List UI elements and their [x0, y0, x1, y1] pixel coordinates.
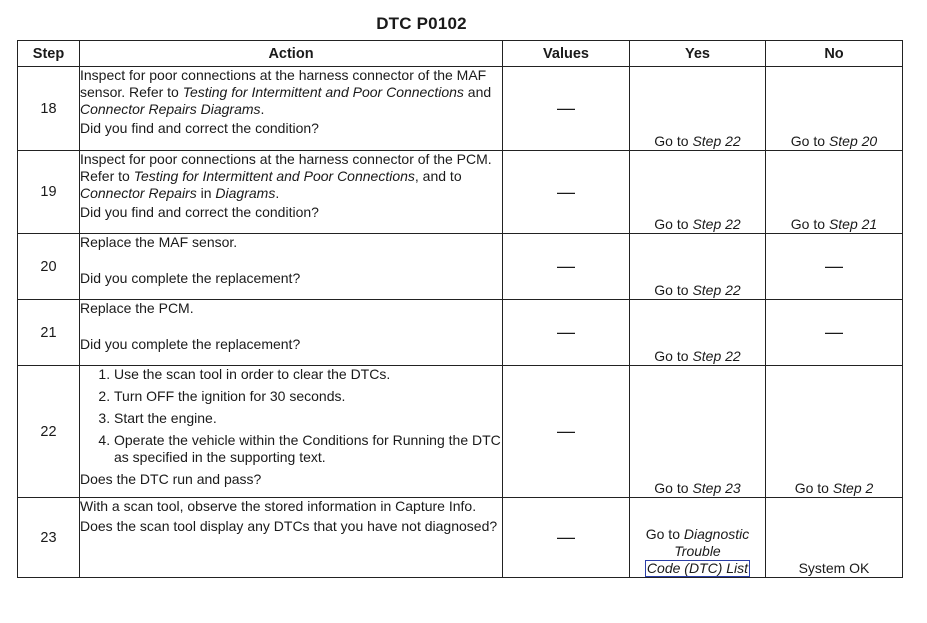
- step-number: 18: [18, 67, 80, 151]
- action-instruction: Inspect for poor connections at the harness connector of the MAF sensor. Refer to Testing for Intermittent and Poor Connections and Connector Repairs Diagrams.: [80, 67, 492, 117]
- values-cell: —: [503, 234, 630, 300]
- step-number: 21: [18, 300, 80, 366]
- action-cell: [80, 234, 503, 300]
- action-question: Did you complete the replacement?: [80, 270, 301, 286]
- step-number: 19: [18, 151, 80, 234]
- action-instruction: Replace the PCM.: [80, 300, 194, 316]
- yes-cell: Go to Diagnostic Trouble Code (DTC) List: [630, 498, 766, 578]
- diagnostic-table: [17, 40, 903, 578]
- page-title: DTC P0102: [376, 14, 467, 33]
- action-question: Does the scan tool display any DTCs that you have not diagnosed?: [80, 518, 498, 534]
- link-testing-intermittent[interactable]: Testing for Intermittent and Poor Connections: [182, 84, 464, 100]
- goto-step-link[interactable]: Step 22: [692, 133, 741, 149]
- link-connector-repairs[interactable]: Connector Repairs: [80, 185, 197, 201]
- instruction-list: [80, 366, 502, 466]
- goto-step-link[interactable]: Step 20: [828, 133, 878, 149]
- dtc-list-link-part1[interactable]: Diagnostic Trouble: [674, 526, 750, 559]
- no-cell: —: [766, 300, 903, 366]
- table-row: [18, 366, 903, 498]
- link-testing-intermittent[interactable]: Testing for Intermittent and Poor Connections: [133, 168, 415, 184]
- goto-step-link[interactable]: Step 23: [692, 480, 741, 496]
- dtc-list-link[interactable]: Code (DTC) List: [646, 560, 749, 576]
- link-diagrams[interactable]: Diagrams: [215, 185, 276, 201]
- link-connector-repairs[interactable]: Connector Repairs Diagrams: [80, 101, 261, 117]
- step-number: 23: [18, 498, 80, 578]
- action-cell: [80, 67, 503, 151]
- table-row: [18, 300, 903, 366]
- table-row: [18, 67, 903, 151]
- step-number: 20: [18, 234, 80, 300]
- header-values: Values: [503, 41, 630, 67]
- yes-cell: Go to Step 23: [630, 366, 766, 498]
- table-row: [18, 234, 903, 300]
- no-cell: Go to Step 21: [766, 151, 903, 234]
- yes-cell: Go to Step 22: [630, 234, 766, 300]
- header-step: Step: [18, 41, 80, 67]
- action-instruction: Inspect for poor connections at the harness connector of the PCM. Refer to Testing for Intermittent and Poor Connections, and to Connector Repairs in Diagrams.: [80, 151, 492, 201]
- header-no: No: [766, 41, 903, 67]
- step-number: 22: [18, 366, 80, 498]
- action-instruction: Replace the MAF sensor.: [80, 234, 238, 250]
- goto-step-link[interactable]: Step 22: [692, 282, 741, 298]
- no-cell: System OK: [766, 498, 903, 578]
- list-item: 3. Start the engine.: [114, 410, 502, 427]
- no-cell: Go to Step 20: [766, 67, 903, 151]
- list-item: 4. Operate the vehicle within the Conditions for Running the DTC as specified in the supporting text.: [114, 432, 502, 466]
- action-question: Did you find and correct the condition?: [80, 120, 319, 136]
- list-item: 1. Use the scan tool in order to clear the DTCs.: [114, 366, 502, 383]
- list-item: 2. Turn OFF the ignition for 30 seconds.: [114, 388, 502, 405]
- values-cell: —: [503, 366, 630, 498]
- values-cell: —: [503, 498, 630, 578]
- goto-step-link[interactable]: Step 2: [832, 480, 874, 496]
- action-cell: [80, 300, 503, 366]
- header-action: Action: [80, 41, 503, 67]
- values-cell: —: [503, 151, 630, 234]
- no-cell: Go to Step 2: [766, 366, 903, 498]
- action-cell: [80, 366, 503, 498]
- goto-step-link[interactable]: Step 21: [828, 216, 878, 232]
- goto-step-link[interactable]: Step 22: [692, 348, 741, 364]
- action-cell: [80, 498, 503, 578]
- table-row: [18, 498, 903, 578]
- action-instruction: With a scan tool, observe the stored information in Capture Info.: [80, 498, 477, 514]
- yes-cell: Go to Step 22: [630, 300, 766, 366]
- action-question: Does the DTC run and pass?: [80, 471, 262, 487]
- no-cell: —: [766, 234, 903, 300]
- yes-cell: Go to Step 22: [630, 67, 766, 151]
- header-yes: Yes: [630, 41, 766, 67]
- values-cell: —: [503, 300, 630, 366]
- yes-cell: Go to Step 22: [630, 151, 766, 234]
- goto-step-link[interactable]: Step 22: [692, 216, 741, 232]
- action-cell: [80, 151, 503, 234]
- values-cell: —: [503, 67, 630, 151]
- table-row: [18, 151, 903, 234]
- action-question: Did you complete the replacement?: [80, 336, 301, 352]
- table-header-row: [18, 41, 903, 67]
- action-question: Did you find and correct the condition?: [80, 204, 319, 220]
